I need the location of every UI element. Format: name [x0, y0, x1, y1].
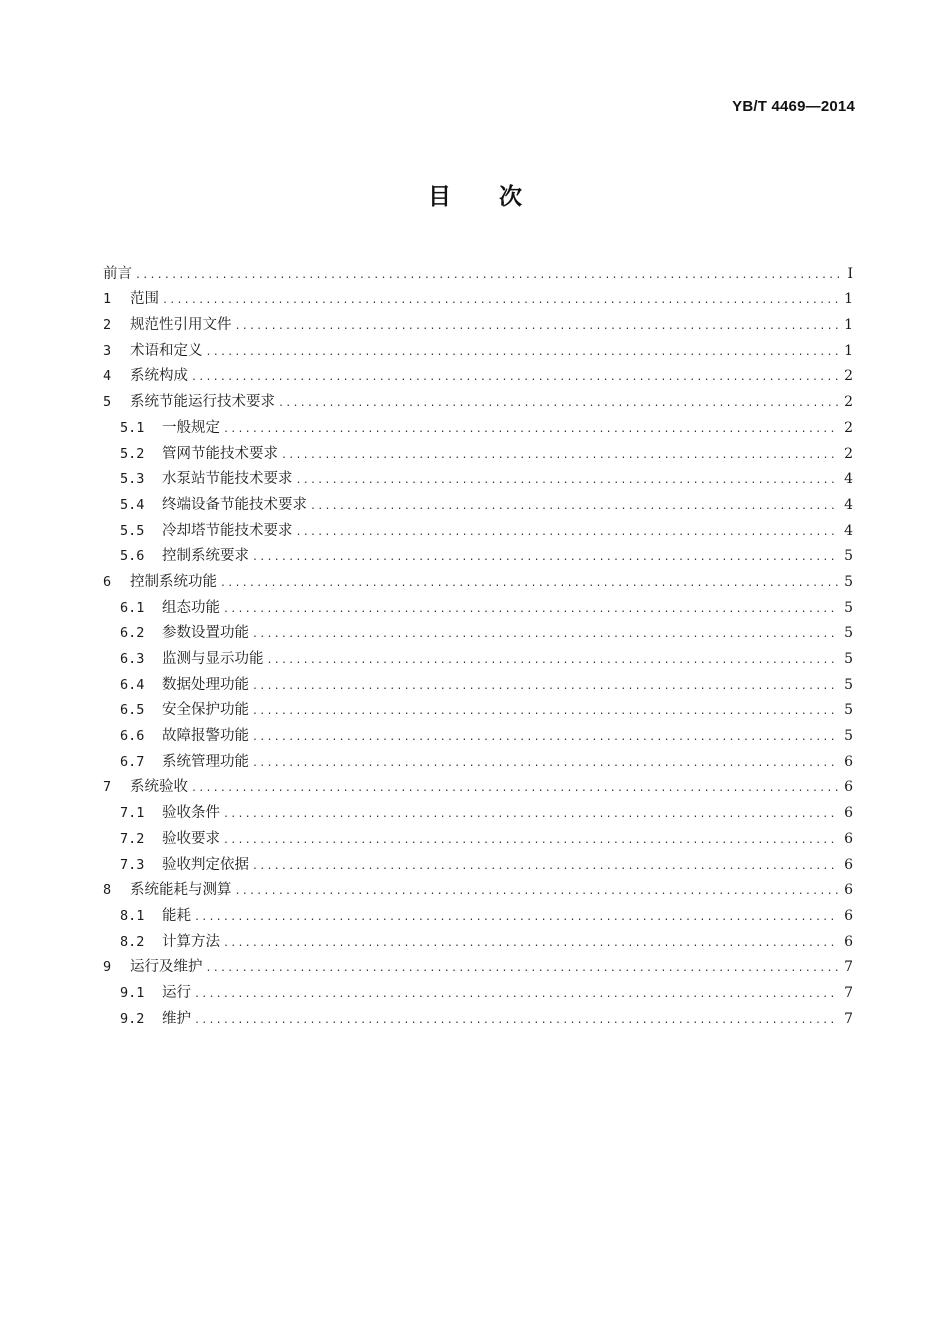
- toc-entry-number: 5.6: [120, 548, 145, 565]
- toc-entry-number: 9.1: [120, 984, 145, 1001]
- toc-entry-number: 6.3: [120, 651, 145, 667]
- toc-entry-page: 7: [844, 959, 853, 976]
- toc-entry-page: Ⅰ: [847, 265, 853, 282]
- toc-entry-title: 验收要求: [162, 830, 220, 847]
- toc-entry-title: 验收判定依据: [162, 856, 249, 873]
- toc-leader-dots: [281, 448, 839, 464]
- toc-entry[interactable]: [103, 438, 853, 464]
- toc-entry[interactable]: [103, 258, 853, 284]
- toc-entry-page: 6: [844, 882, 853, 899]
- toc-entry-page: 6: [844, 779, 853, 796]
- page-title: 目次: [428, 184, 570, 210]
- toc-entry-title: 控制系统功能: [130, 573, 217, 590]
- toc-entry-title: 冷却塔节能技术要求: [162, 522, 293, 539]
- toc-entry[interactable]: [103, 284, 853, 310]
- toc-leader-dots: [252, 550, 839, 566]
- toc-entry[interactable]: [103, 361, 853, 387]
- toc-entry-number: 8.2: [120, 933, 145, 950]
- toc-leader-dots: [206, 345, 840, 361]
- toc-entry-number: 5.3: [120, 471, 145, 488]
- toc-entry-title: 数据处理功能: [162, 676, 249, 693]
- toc-entry-title: 管网节能技术要求: [162, 445, 278, 462]
- toc-entry-title: 维护: [162, 1010, 191, 1027]
- toc-leader-dots: [296, 473, 840, 489]
- toc-entry-number: 5: [103, 394, 112, 411]
- toc-entry-page: 1: [844, 291, 853, 308]
- standard-code: YB/T 4469—2014: [732, 98, 855, 115]
- toc-entry-page: 5: [844, 676, 853, 693]
- table-of-contents: [103, 258, 853, 1029]
- toc-leader-dots: [223, 422, 839, 438]
- toc-entry-title: 运行: [162, 984, 191, 1001]
- toc-entry-page: 6: [844, 933, 853, 950]
- toc-entry-page: 5: [844, 728, 853, 745]
- toc-leader-dots: [252, 704, 839, 720]
- toc-entry-number: 9: [103, 959, 112, 976]
- toc-entry-number: 7: [103, 779, 112, 796]
- toc-entry-number: 6.2: [120, 625, 145, 642]
- toc-entry[interactable]: [103, 309, 853, 335]
- toc-entry-page: 5: [844, 651, 853, 667]
- toc-entry[interactable]: [103, 592, 853, 618]
- toc-leader-dots: [223, 602, 839, 618]
- toc-entry-title: 一般规定: [162, 419, 220, 436]
- toc-entry-page: 5: [844, 702, 853, 719]
- toc-entry-number: 6.4: [120, 676, 145, 693]
- toc-entry-title: 故障报警功能: [162, 728, 249, 745]
- toc-entry-page: 1: [844, 342, 853, 359]
- toc-entry[interactable]: [103, 515, 853, 541]
- toc-entry-page: 2: [844, 368, 853, 385]
- toc-entry-page: 6: [844, 805, 853, 822]
- toc-leader-dots: [252, 679, 839, 695]
- toc-entry-title: 控制系统要求: [162, 548, 249, 565]
- toc-entry[interactable]: [103, 489, 853, 515]
- toc-entry-number: 5.5: [120, 522, 145, 539]
- toc-entry-number: 8: [103, 882, 112, 899]
- toc-leader-dots: [162, 293, 839, 309]
- toc-entry-page: 6: [844, 907, 853, 924]
- toc-entry[interactable]: [103, 952, 853, 978]
- toc-entry-page: 7: [844, 984, 853, 1001]
- toc-entry[interactable]: [103, 746, 853, 772]
- toc-entry-page: 5: [844, 573, 853, 590]
- toc-entry-page: 2: [844, 419, 853, 436]
- toc-entry-title: 系统管理功能: [162, 753, 249, 770]
- toc-entry-title: 规范性引用文件: [130, 317, 232, 334]
- toc-entry-number: 7.1: [120, 805, 145, 822]
- toc-entry-number: 1: [103, 291, 112, 308]
- toc-leader-dots: [235, 319, 840, 335]
- toc-entry[interactable]: [103, 464, 853, 490]
- toc-entry[interactable]: [103, 1003, 853, 1029]
- toc-leader-dots: [206, 961, 840, 977]
- toc-leader-dots: [310, 499, 839, 515]
- toc-entry[interactable]: [103, 618, 853, 644]
- toc-entry-title: 组态功能: [162, 599, 220, 616]
- toc-entry-page: 4: [844, 471, 853, 488]
- toc-entry-number: 6.5: [120, 702, 145, 719]
- toc-entry-page: 5: [844, 625, 853, 642]
- toc-leader-dots: [223, 936, 839, 952]
- toc-entry-number: 6.1: [120, 599, 145, 616]
- toc-leader-dots: [194, 910, 839, 926]
- toc-entry[interactable]: [103, 669, 853, 695]
- toc-entry[interactable]: [103, 412, 853, 438]
- toc-leader-dots: [278, 396, 839, 412]
- toc-entry-number: 4: [103, 368, 112, 385]
- toc-entry-page: 7: [844, 1010, 853, 1027]
- toc-entry-page: 1: [844, 317, 853, 334]
- toc-entry-page: 5: [844, 548, 853, 565]
- toc-entry-title: 系统构成: [130, 368, 188, 385]
- toc-entry-title: 能耗: [162, 907, 191, 924]
- toc-entry-page: 5: [844, 599, 853, 616]
- toc-entry-title: 系统验收: [130, 779, 188, 796]
- toc-leader-dots: [267, 653, 840, 669]
- toc-entry-number: 8.1: [120, 907, 145, 924]
- toc-entry[interactable]: [103, 643, 853, 669]
- toc-entry[interactable]: [103, 386, 853, 412]
- toc-entry-title: 验收条件: [162, 805, 220, 822]
- toc-entry-number: 6.7: [120, 753, 145, 770]
- toc-leader-dots: [135, 268, 839, 284]
- toc-entry[interactable]: [103, 823, 853, 849]
- toc-leader-dots: [194, 1013, 839, 1029]
- toc-entry-number: 7.2: [120, 830, 145, 847]
- toc-entry-title: 系统节能运行技术要求: [130, 394, 275, 411]
- toc-entry[interactable]: [103, 797, 853, 823]
- toc-entry-title: 参数设置功能: [162, 625, 249, 642]
- toc-entry-number: 6: [103, 573, 112, 590]
- toc-leader-dots: [220, 576, 839, 592]
- toc-leader-dots: [252, 627, 839, 643]
- toc-entry-number: 9.2: [120, 1010, 145, 1027]
- toc-entry-page: 6: [844, 753, 853, 770]
- toc-leader-dots: [252, 859, 839, 875]
- toc-entry-page: 2: [844, 445, 853, 462]
- toc-entry-number: 5.2: [120, 445, 145, 462]
- toc-entry-title: 系统能耗与测算: [130, 882, 232, 899]
- toc-leader-dots: [252, 730, 839, 746]
- toc-entry-title: 术语和定义: [130, 342, 203, 359]
- toc-entry-page: 4: [844, 522, 853, 539]
- toc-entry-title: 运行及维护: [130, 959, 203, 976]
- toc-entry-title: 前言: [103, 265, 132, 282]
- toc-entry[interactable]: [103, 900, 853, 926]
- toc-entry[interactable]: [103, 335, 853, 361]
- toc-leader-dots: [191, 370, 839, 386]
- toc-leader-dots: [235, 884, 840, 900]
- toc-entry-number: 7.3: [120, 856, 145, 873]
- toc-entry-number: 5.1: [120, 419, 145, 436]
- toc-entry-page: 6: [844, 856, 853, 873]
- toc-entry[interactable]: [103, 926, 853, 952]
- toc-entry[interactable]: [103, 720, 853, 746]
- toc-entry-page: 2: [844, 394, 853, 411]
- toc-entry-number: 3: [103, 342, 112, 359]
- toc-entry-number: 2: [103, 317, 112, 334]
- toc-leader-dots: [191, 781, 839, 797]
- toc-leader-dots: [223, 833, 839, 849]
- toc-leader-dots: [252, 756, 839, 772]
- toc-entry-title: 安全保护功能: [162, 702, 249, 719]
- toc-entry[interactable]: [103, 849, 853, 875]
- toc-entry-page: 4: [844, 496, 853, 513]
- toc-entry[interactable]: [103, 541, 853, 567]
- toc-entry[interactable]: [103, 695, 853, 721]
- toc-entry-title: 范围: [130, 291, 159, 308]
- toc-entry-page: 6: [844, 830, 853, 847]
- toc-leader-dots: [194, 987, 839, 1003]
- toc-leader-dots: [223, 807, 839, 823]
- toc-entry-title: 水泵站节能技术要求: [162, 471, 293, 488]
- toc-entry-title: 终端设备节能技术要求: [162, 496, 307, 513]
- toc-entry[interactable]: [103, 566, 853, 592]
- toc-entry[interactable]: [103, 772, 853, 798]
- toc-entry-number: 6.6: [120, 728, 145, 745]
- toc-entry[interactable]: [103, 977, 853, 1003]
- toc-entry-title: 计算方法: [162, 933, 220, 950]
- toc-entry[interactable]: [103, 875, 853, 901]
- toc-entry-title: 监测与显示功能: [162, 651, 264, 667]
- toc-entry-number: 5.4: [120, 496, 145, 513]
- toc-leader-dots: [296, 525, 840, 541]
